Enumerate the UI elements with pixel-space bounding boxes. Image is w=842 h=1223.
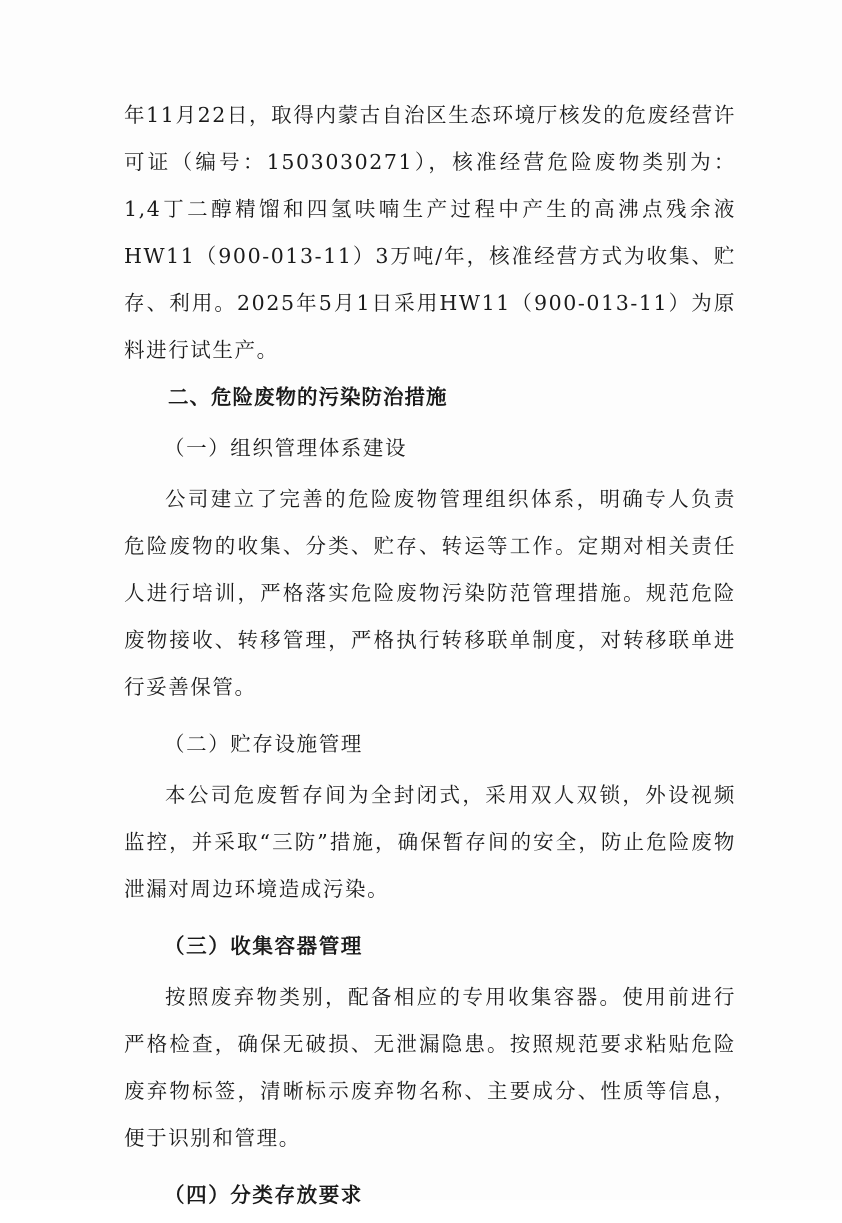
document-body — [124, 92, 736, 1223]
paragraph-containers: 按照废弃物类别，配备相应的专用收集容器。使用前进行严格检查，确保无破损、无泄漏隐患。按照规范要求粘贴危险废弃物标签，清晰标示废弃物名称、主要成分、性质等信息，便于识别和管理。 — [124, 985, 736, 1150]
paragraph-storage: 本公司危废暂存间为全封闭式，采用双人双锁，外设视频监控，并采取“三防”措施，确保暂存间的安全，防止危险废物泄漏对周边环境造成污染。 — [124, 783, 736, 901]
paragraph-license: 年11月22日，取得内蒙古自治区生态环境厅核发的危废经营许可证（编号：1503030271），核准经营危险废物类别为：1,4丁二醇精馏和四氢呋喃生产过程中产生的高沸点残余液HW11（900-013-11）3万吨/年，核准经营方式为收集、贮存、利用。2025年5月1日采用HW11（900-013-11）为原料进行试生产。 — [124, 103, 736, 362]
subsection-title-storage: （二）贮存设施管理 — [164, 732, 363, 756]
subsection-title-classification: （四）分类存放要求 — [164, 1183, 363, 1207]
subsection-title-organization: （一）组织管理体系建设 — [164, 436, 408, 460]
subsection-title-containers: （三）收集容器管理 — [164, 934, 363, 958]
section-title-pollution-prevention: 二、危险废物的污染防治措施 — [168, 385, 448, 409]
paragraph-organization: 公司建立了完善的危险废物管理组织体系，明确专人负责危险废物的收集、分类、贮存、转运等工作。定期对相关责任人进行培训，严格落实危险废物污染防范管理措施。规范危险废物接收、转移管理，严格执行转移联单制度，对转移联单进行妥善保管。 — [124, 487, 736, 699]
